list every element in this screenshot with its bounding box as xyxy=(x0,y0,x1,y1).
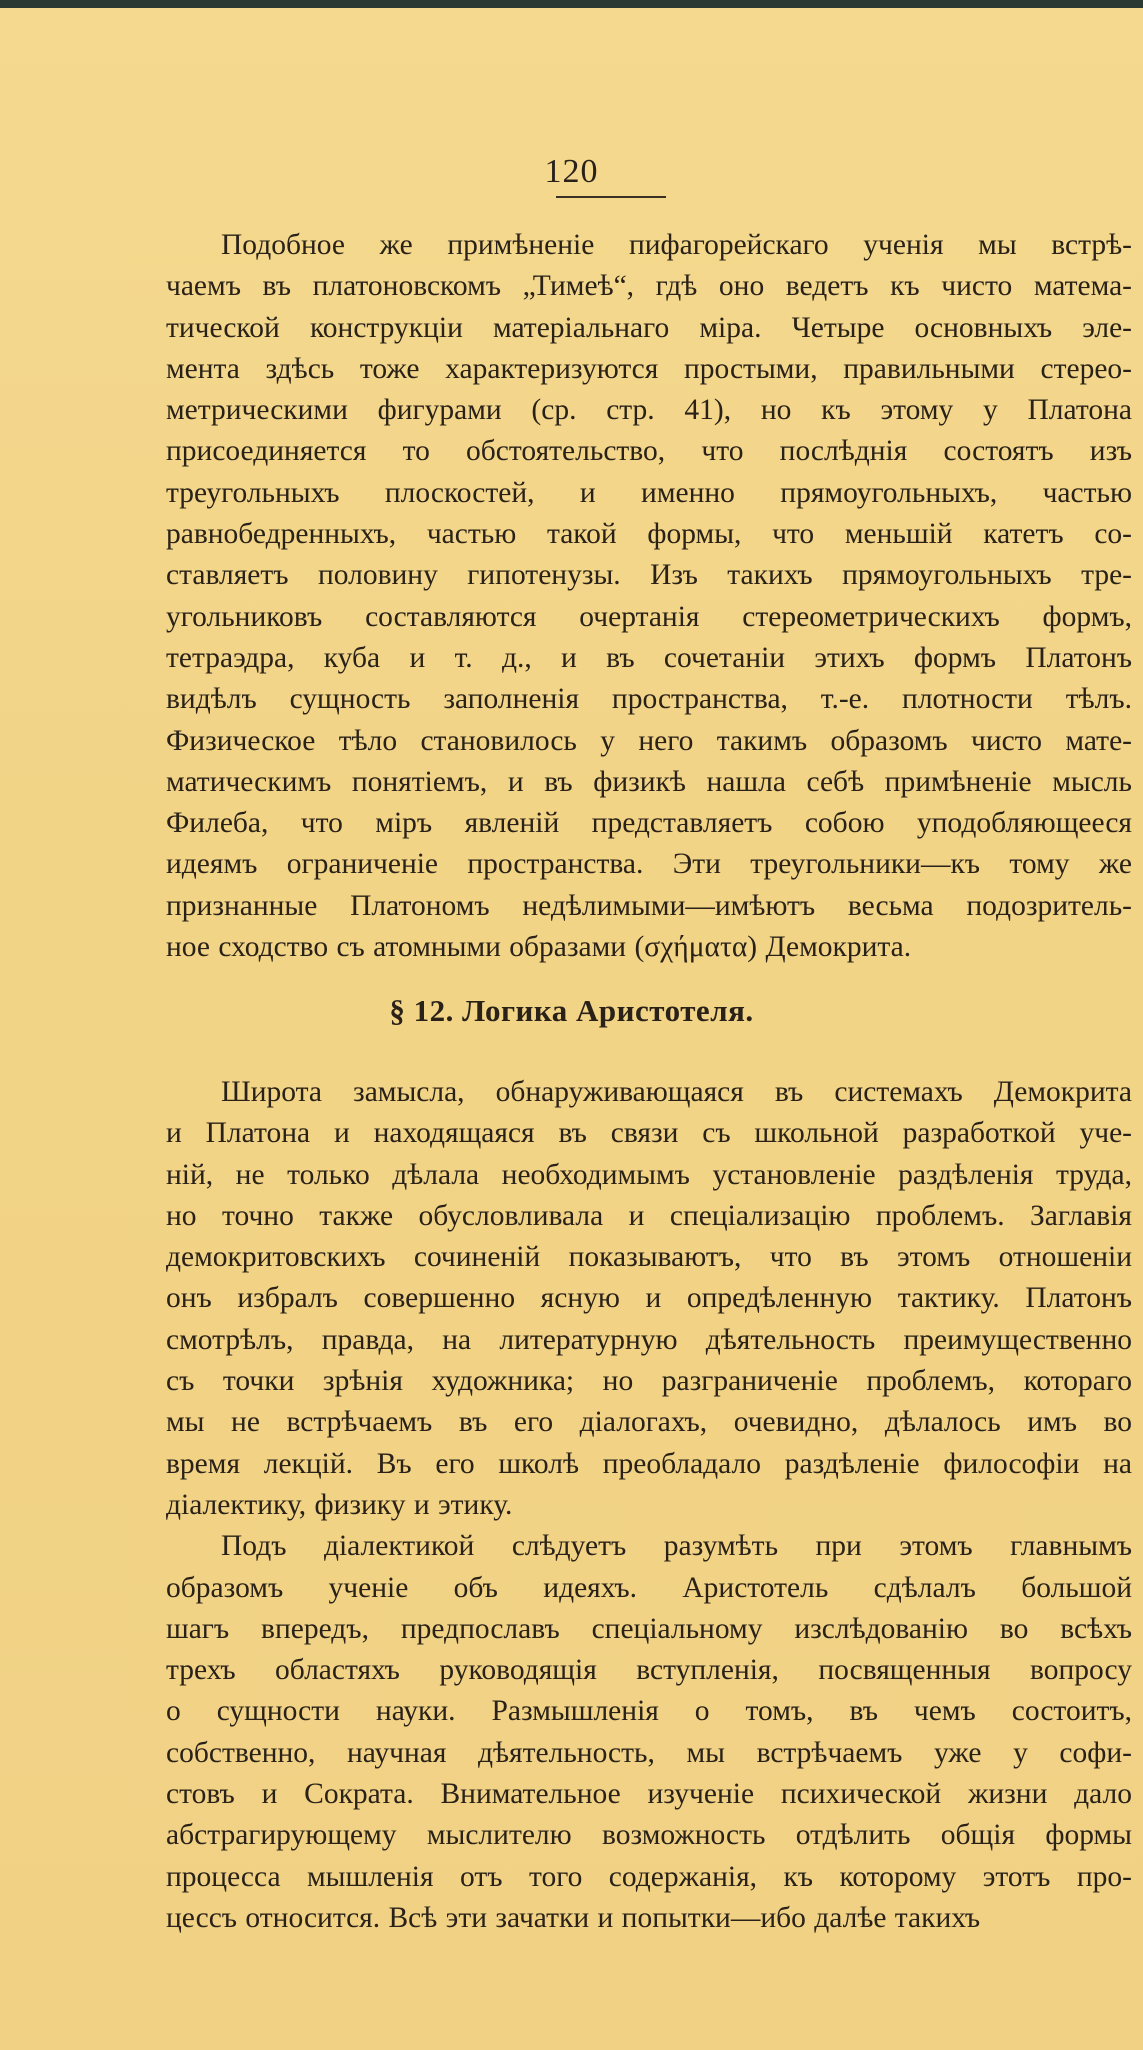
text-line: видѣлъ сущность заполненія пространства, т.-е. плотности тѣлъ. xyxy=(166,683,1132,716)
text-line: ное сходство съ атомными образами (σχήματα) Демокрита. xyxy=(166,931,912,964)
text-line: абстрагирующему мыслителю возможность отдѣлить общія формы xyxy=(166,1819,1132,1852)
text-line: идеямъ ограниченіе пространства. Эти треугольники—къ тому же xyxy=(166,848,1132,881)
paragraph xyxy=(166,1526,1132,1939)
text-line: Филеба, что міръ явленій представляетъ собою уподобляющееся xyxy=(166,807,1132,840)
text-line: шагъ впередъ, предпославъ спеціальному изслѣдованію во всѣхъ xyxy=(166,1612,1132,1645)
text-line: собственно, научная дѣятельность, мы встрѣчаемъ уже у софи- xyxy=(166,1736,1132,1769)
text-line: Подъ діалектикой слѣдуетъ разумѣть при этомъ главнымъ xyxy=(221,1530,1132,1563)
text-line: признанные Платономъ недѣлимыми—имѣютъ весьма подозритель- xyxy=(166,889,1132,922)
text-line: стовъ и Сократа. Внимательное изученіе психической жизни дало xyxy=(166,1778,1132,1811)
paragraph xyxy=(166,225,1132,968)
text-line: тетраэдра, куба и т. д., и въ сочетаніи этихъ формъ Платонъ xyxy=(166,641,1132,674)
text-line: о сущности науки. Размышленія о томъ, въ чемъ состоитъ, xyxy=(166,1695,1132,1728)
text-line: трехъ областяхъ руководящія вступленія, посвященныя вопросу xyxy=(166,1654,1132,1687)
text-line: матическимъ понятіемъ, и въ физикѣ нашла себѣ примѣненіе мысль xyxy=(166,765,1132,798)
text-line: время лекцій. Въ его школѣ преобладало раздѣленіе философіи на xyxy=(166,1447,1132,1480)
text-line: мы не встрѣчаемъ въ его діалогахъ, очевидно, дѣлалось имъ во xyxy=(166,1406,1132,1439)
text-line: метрическими фигурами (ср. стр. 41), но къ этому у Платона xyxy=(166,394,1132,427)
page-number-rule xyxy=(556,196,666,198)
text-line: діалектику, физику и этику. xyxy=(166,1488,513,1521)
text-line: Широта замысла, обнаруживающаяся въ системахъ Демокрита xyxy=(221,1076,1132,1108)
paragraph xyxy=(166,1072,1132,1526)
text-line: Физическое тѣло становилось у него такимъ образомъ чисто мате- xyxy=(166,724,1132,757)
text-line: цессъ относится. Всѣ эти зачатки и попытки—ибо далѣе такихъ xyxy=(166,1901,981,1934)
text-line: мента здѣсь тоже характеризуются простыми, правильными стерео- xyxy=(166,352,1132,385)
section-title: § 12. Логика Аристотеля. xyxy=(389,993,754,1028)
text-line: ній, не только дѣлала необходимымъ установленіе раздѣленія труда, xyxy=(166,1158,1132,1191)
text-line: и Платона и находящаяся въ связи съ школьной разработкой уче- xyxy=(166,1117,1132,1150)
text-line: равнобедренныхъ, частью такой формы, что меньшій катетъ со- xyxy=(166,518,1132,551)
text-line: присоединяется то обстоятельство, что послѣднія состоятъ изъ xyxy=(166,435,1132,468)
text-line: чаемъ въ платоновскомъ „Тимеѣ“, гдѣ оно ведетъ къ чисто матема- xyxy=(166,270,1132,303)
text-line: ставляетъ половину гипотенузы. Изъ такихъ прямоугольныхъ тре- xyxy=(166,559,1132,592)
text-line: образомъ ученіе объ идеяхъ. Аристотель сдѣлалъ большой xyxy=(166,1571,1132,1604)
text-line: процесса мышленія отъ того содержанія, къ которому этотъ про- xyxy=(166,1860,1132,1893)
section-body xyxy=(166,1072,1132,1939)
text-line: онъ избралъ совершенно ясную и опредѣленную тактику. Платонъ xyxy=(166,1282,1132,1315)
text-line: но точно также обусловливала и спеціализацію проблемъ. Заглавія xyxy=(166,1199,1132,1232)
paragraph-platonic-geometry xyxy=(166,225,1132,968)
text-line: съ точки зрѣнія художника; но разграниченіе проблемъ, котораго xyxy=(166,1365,1132,1398)
page-number: 120 xyxy=(544,153,599,190)
text-line: смотрѣлъ, правда, на литературную дѣятельность преимущественно xyxy=(166,1323,1132,1356)
text-line: тической конструкціи матеріальнаго міра. Четыре основныхъ эле- xyxy=(166,311,1132,344)
text-line: угольниковъ составляются очертанія стереометрическихъ формъ, xyxy=(166,600,1132,633)
page-top-edge xyxy=(0,0,1143,8)
text-line: демокритовскихъ сочиненій показываютъ, что въ этомъ отношеніи xyxy=(166,1241,1132,1274)
text-line: треугольныхъ плоскостей, и именно прямоугольныхъ, частью xyxy=(166,476,1132,509)
text-line: Подобное же примѣненіе пифагорейскаго ученія мы встрѣ- xyxy=(221,229,1132,261)
